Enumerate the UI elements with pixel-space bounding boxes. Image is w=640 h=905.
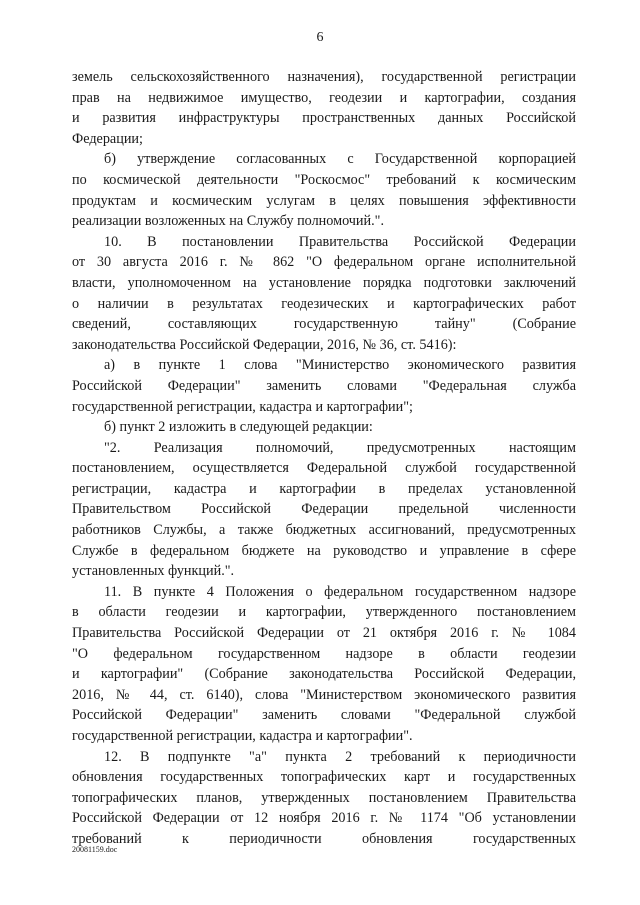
text-line: Российской Федерации" заменить словами "Федеральной службой [72, 707, 576, 724]
text-line: государственной регистрации, кадастра и картографии". [72, 728, 413, 744]
text-line: и развития инфраструктуры пространственных данных Российской [72, 110, 576, 127]
text-line: 12. В подпункте "а" пункта 2 требований к периодичности [104, 748, 576, 765]
text-line: обновления государственных топографических карт и государственных [72, 769, 576, 786]
text-line: требований к периодичности обновления государственных [72, 830, 576, 847]
text-line: Российской Федерации от 12 ноября 2016 г. № 1174 "Об установлении [72, 810, 576, 827]
text-line: работников Службы, а также бюджетных ассигнований, предусмотренных [72, 522, 576, 539]
text-line: и картографии" (Собрание законодательства Российской Федерации, [72, 666, 576, 683]
text-line: земель сельскохозяйственного назначения), государственной регистрации [72, 69, 576, 85]
document-file-code: 20081159.doc [72, 845, 118, 854]
text-line: "О федеральном государственном надзоре в области геодезии [72, 645, 576, 662]
text-line: реализации возложенных на Службу полномочий.". [72, 213, 384, 230]
text-line: от 30 августа 2016 г. № 862 "О федеральном органе исполнительной [72, 254, 576, 271]
text-line: 10. В постановлении Правительства Российской Федерации [104, 233, 576, 250]
text-line: Федерации; [72, 130, 143, 147]
text-line: а) в пункте 1 слова "Министерство экономического развития [104, 357, 576, 374]
text-line: Правительства Российской Федерации от 21 октября 2016 г. № 1084 [72, 625, 576, 642]
text-line: постановлением, осуществляется Федеральной службой государственной [72, 460, 576, 477]
text-line: Службе в федеральном бюджете на руководство и управление в сфере [72, 542, 576, 559]
text-line: регистрации, кадастра и картографии в пределах установленной [72, 480, 576, 497]
document-body [72, 67, 576, 850]
page-number: 6 [316, 30, 324, 45]
text-line: установленных функций.". [72, 563, 235, 580]
text-line: б) утверждение согласованных с Государственной корпорацией [104, 151, 576, 168]
text-line: по космической деятельности "Роскосмос" требований к космическим [72, 171, 576, 188]
text-line: продуктам и космическим услугам в целях повышения эффективности [72, 192, 576, 209]
text-line: топографических планов, утвержденных постановлением Правительства [72, 789, 576, 806]
text-line: власти, уполномоченном на установление порядка подготовки заключений [72, 274, 576, 291]
text-line: о наличии в результатах геодезических и картографических работ [72, 295, 576, 312]
text-line: 11. В пункте 4 Положения о федеральном государственном надзоре [104, 583, 576, 600]
text-line: прав на недвижимое имущество, геодезии и картографии, создания [72, 89, 576, 106]
text-line: государственной регистрации, кадастра и картографии"; [72, 398, 413, 415]
text-line: 2016, № 44, ст. 6140), слова "Министерством экономического развития [72, 686, 576, 703]
text-line: законодательства Российской Федерации, 2016, № 36, ст. 5416): [72, 336, 457, 353]
text-line: "2. Реализация полномочий, предусмотренных настоящим [104, 439, 576, 456]
text-line: в области геодезии и картографии, утвержденного постановлением [72, 604, 576, 621]
text-line: б) пункт 2 изложить в следующей редакции: [104, 419, 373, 436]
text-line: Правительством Российской Федерации предельной численности [72, 501, 576, 518]
text-line: сведений, составляющих государственную тайну" (Собрание [72, 316, 576, 333]
text-line: Российской Федерации" заменить словами "Федеральная служба [72, 377, 576, 394]
